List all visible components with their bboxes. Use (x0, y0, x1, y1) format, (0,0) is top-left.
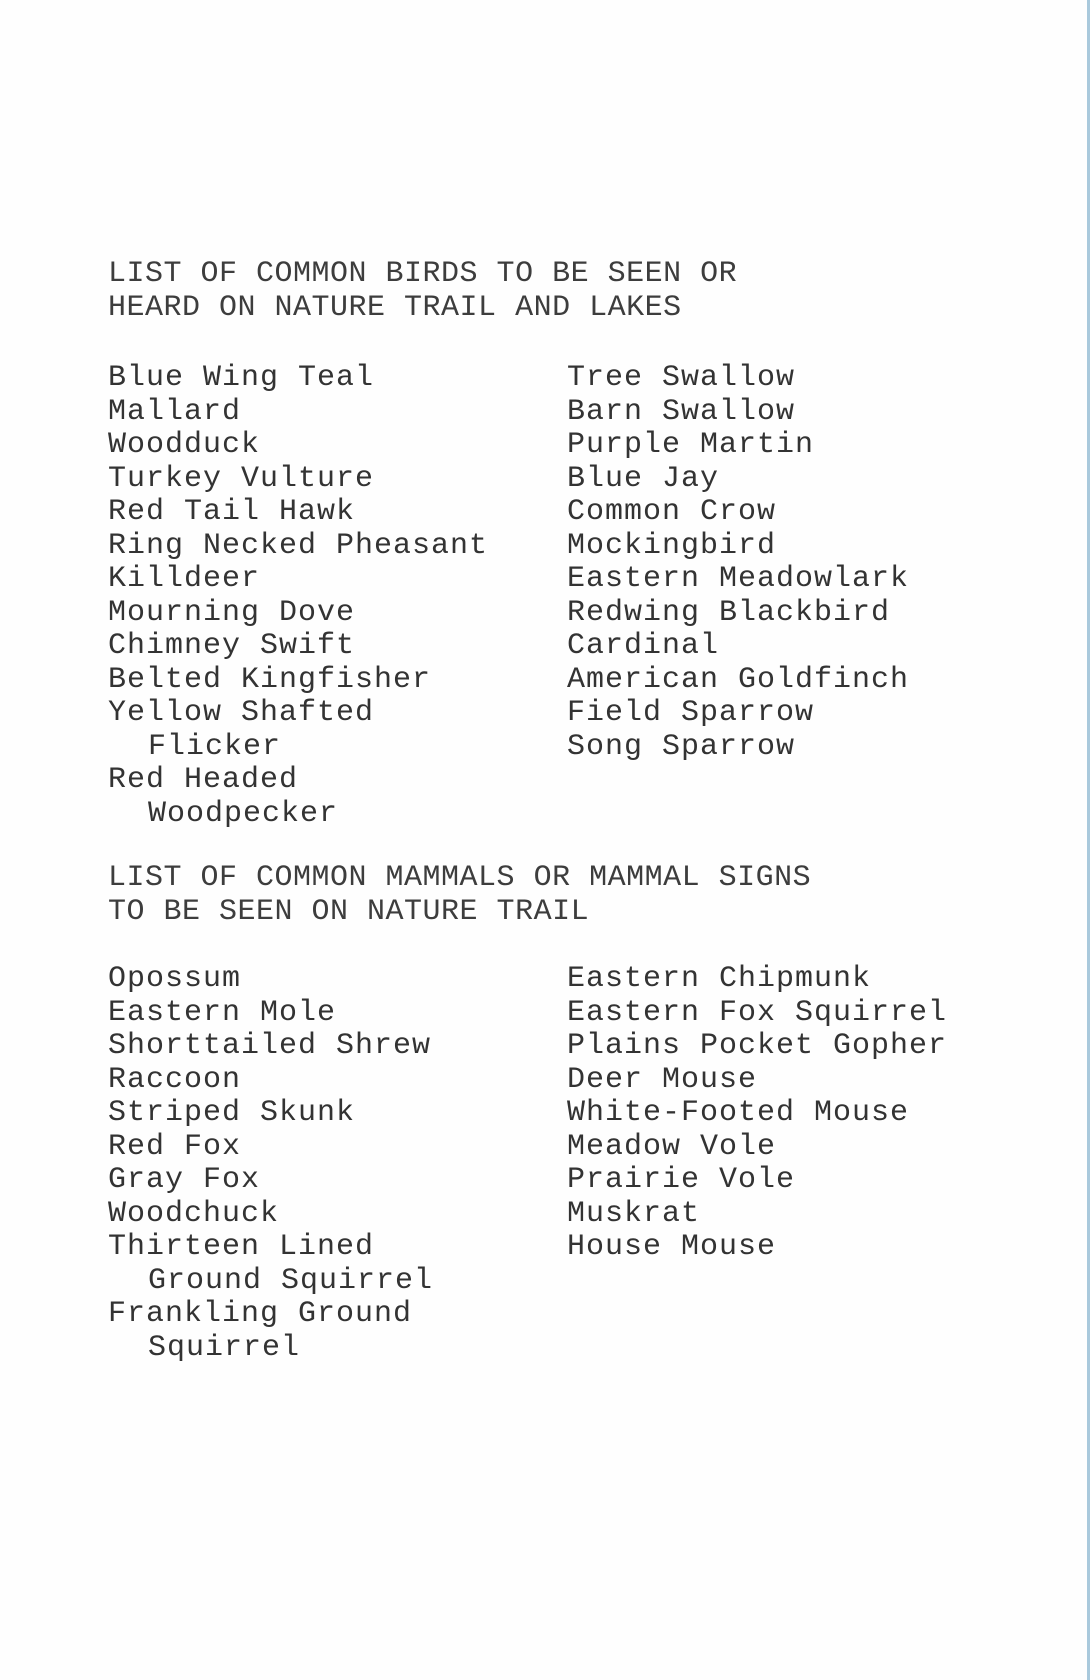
list-item: Muskrat (567, 1196, 701, 1231)
list-item: Eastern Chipmunk (567, 962, 872, 996)
continuation-text: Flicker (148, 729, 282, 764)
mammals-heading-line-2: TO BE SEEN ON NATURE TRAIL (108, 895, 590, 929)
list-item: Woodduck (108, 428, 261, 462)
mammals-list-left (108, 963, 433, 1365)
list-item: Shorttailed Shrew (108, 1029, 432, 1063)
continuation-text: Woodpecker (148, 796, 339, 831)
list-item: Tree Swallow (567, 361, 796, 395)
mammals-list-right (567, 963, 947, 1265)
list-item: Red Fox (108, 1129, 242, 1164)
list-item: Turkey Vulture (108, 461, 375, 496)
list-item: Eastern Mole (108, 995, 337, 1030)
list-item: Barn Swallow (567, 394, 796, 429)
list-item: Frankling Ground (108, 1297, 413, 1331)
list-item: Thirteen Lined (108, 1230, 375, 1264)
list-item: Prairie Vole (567, 1163, 796, 1197)
list-item: Mourning Dove (108, 595, 356, 630)
list-item: Opossum (108, 962, 242, 996)
birds-heading (108, 257, 737, 325)
list-item: Killdeer (108, 562, 261, 596)
list-item-continuation (108, 1265, 433, 1299)
list-item: Raccoon (108, 1062, 242, 1097)
list-item: Red Headed (108, 763, 299, 797)
list-item: Belted Kingfisher (108, 662, 432, 697)
list-item: Yellow Shafted (108, 696, 375, 730)
list-item: Purple Martin (567, 428, 815, 462)
list-item: Meadow Vole (567, 1129, 777, 1164)
birds-list-left (108, 362, 488, 831)
mammals-heading (108, 861, 811, 929)
list-item: Field Sparrow (567, 696, 815, 730)
list-item: Ring Necked Pheasant (108, 528, 489, 563)
list-item: Chimney Swift (108, 629, 356, 663)
list-item: Eastern Fox Squirrel (567, 995, 948, 1030)
list-item: Plains Pocket Gopher (567, 1029, 948, 1063)
mammals-heading-line-1: LIST OF COMMON MAMMALS OR MAMMAL SIGNS (108, 861, 812, 895)
list-item: Cardinal (567, 629, 720, 663)
list-item: American Goldfinch (567, 662, 910, 697)
list-item: Gray Fox (108, 1163, 261, 1197)
continuation-text: Ground Squirrel (148, 1263, 434, 1298)
list-item: White-Footed Mouse (567, 1096, 910, 1130)
list-item: House Mouse (567, 1230, 777, 1264)
continuation-text: Squirrel (148, 1330, 301, 1365)
list-item: Common Crow (567, 495, 777, 529)
list-item: Red Tail Hawk (108, 495, 356, 529)
list-item: Mockingbird (567, 528, 777, 563)
birds-heading-line-2: HEARD ON NATURE TRAIL AND LAKES (108, 291, 682, 325)
list-item: Mallard (108, 394, 242, 429)
list-item: Eastern Meadowlark (567, 562, 910, 596)
birds-list-right (567, 362, 909, 764)
list-item: Deer Mouse (567, 1062, 758, 1097)
list-item: Blue Jay (567, 461, 720, 496)
list-item: Redwing Blackbird (567, 595, 891, 630)
list-item-continuation (108, 798, 488, 832)
list-item: Woodchuck (108, 1196, 280, 1231)
list-item: Blue Wing Teal (108, 361, 375, 395)
list-item-continuation (108, 1332, 433, 1366)
list-item-continuation (108, 731, 488, 765)
birds-heading-line-1: LIST OF COMMON BIRDS TO BE SEEN OR (108, 257, 738, 291)
list-item: Striped Skunk (108, 1096, 356, 1130)
list-item: Song Sparrow (567, 729, 796, 764)
